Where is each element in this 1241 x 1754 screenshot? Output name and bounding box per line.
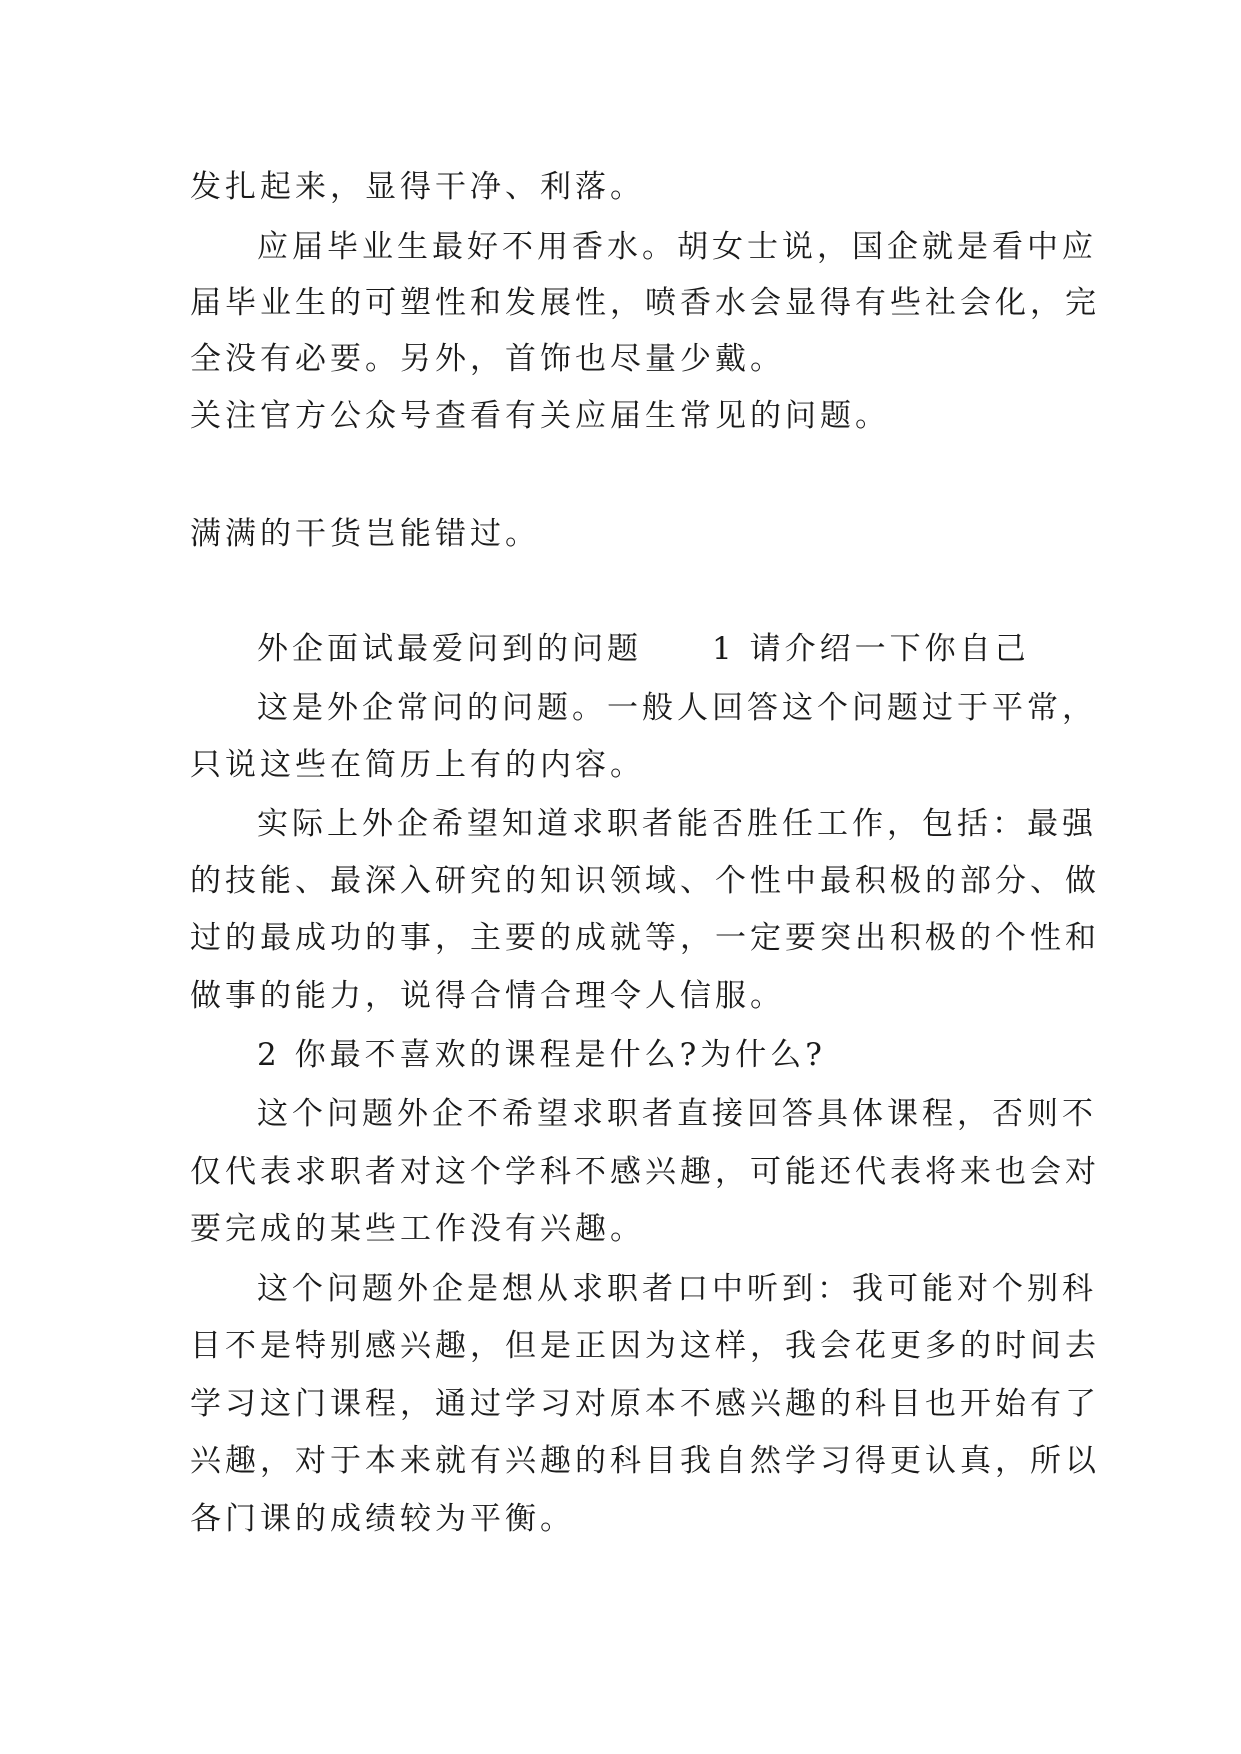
body-text-line: 学习这门课程，通过学习对原本不感兴趣的科目也开始有了 xyxy=(190,1386,1100,1422)
body-text-line: 关注官方公众号查看有关应届生常见的问题。 xyxy=(190,398,890,434)
body-text-line: 做事的能力，说得合情合理令人信服。 xyxy=(190,978,785,1014)
question-heading: 2 你最不喜欢的课程是什么?为什么? xyxy=(257,1037,826,1073)
section-heading: 外企面试最爱问到的问题 1 请介绍一下你自己 xyxy=(257,631,1030,667)
body-text-line: 仅代表求职者对这个学科不感兴趣，可能还代表将来也会对 xyxy=(190,1154,1100,1190)
body-text-line: 全没有必要。另外，首饰也尽量少戴。 xyxy=(190,341,785,377)
body-text-line: 目不是特别感兴趣，但是正因为这样，我会花更多的时间去 xyxy=(190,1328,1100,1364)
body-text-line: 应届毕业生最好不用香水。胡女士说，国企就是看中应 xyxy=(257,229,1097,265)
body-text-line: 各门课的成绩较为平衡。 xyxy=(190,1501,575,1537)
body-text-line: 这是外企常问的问题。一般人回答这个问题过于平常， xyxy=(257,690,1097,726)
body-text-line: 实际上外企希望知道求职者能否胜任工作，包括：最强 xyxy=(257,806,1097,842)
body-text-line: 发扎起来，显得干净、利落。 xyxy=(190,169,645,205)
body-text-line: 兴趣，对于本来就有兴趣的科目我自然学习得更认真，所以 xyxy=(190,1443,1100,1479)
body-text-line: 的技能、最深入研究的知识领域、个性中最积极的部分、做 xyxy=(190,863,1100,899)
body-text-line: 这个问题外企不希望求职者直接回答具体课程，否则不 xyxy=(257,1096,1097,1132)
body-text-line: 要完成的某些工作没有兴趣。 xyxy=(190,1211,645,1247)
body-text-line: 满满的干货岂能错过。 xyxy=(190,516,540,552)
body-text-line: 过的最成功的事，主要的成就等，一定要突出积极的个性和 xyxy=(190,920,1100,956)
body-text-line: 只说这些在简历上有的内容。 xyxy=(190,747,645,783)
body-text-line: 届毕业生的可塑性和发展性，喷香水会显得有些社会化，完 xyxy=(190,285,1100,321)
body-text-line: 这个问题外企是想从求职者口中听到：我可能对个别科 xyxy=(257,1271,1097,1307)
